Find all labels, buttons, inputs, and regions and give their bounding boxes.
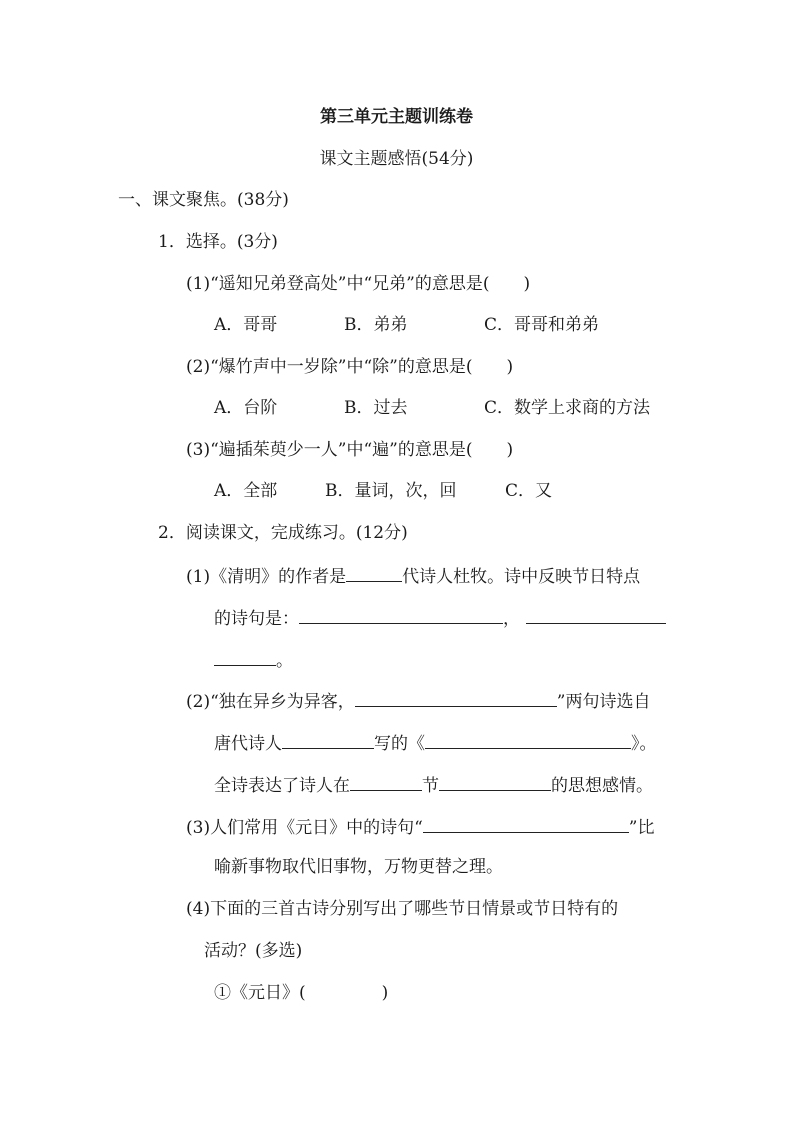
- section-heading: 一、课文聚焦。(38分): [118, 190, 289, 210]
- question-1-2-option-a[interactable]: A．台阶: [214, 398, 278, 418]
- question-2-2-text-e: 》。: [631, 734, 657, 754]
- answer-blank-poem-line-2-cont[interactable]: [214, 648, 276, 666]
- question-2-1-text-c: 的诗句是：: [214, 609, 299, 629]
- answer-blank-next-line[interactable]: [355, 689, 557, 707]
- answer-blank-poem-line-1[interactable]: [299, 606, 503, 624]
- question-2-4-line-2: 活动？(多选): [204, 941, 303, 961]
- answer-blank-poem-title[interactable]: [425, 731, 631, 749]
- question-1-1-stem: (1)“遥知兄弟登高处”中“兄弟”的意思是( ): [186, 274, 531, 294]
- question-2-1-text-a: (1)《清明》的作者是: [186, 567, 347, 587]
- question-1-1-option-b[interactable]: B．弟弟: [344, 315, 408, 335]
- question-2-2-line-1: [186, 689, 650, 713]
- question-2-3-line-1: [186, 815, 654, 839]
- question-2-1-line-1: [186, 564, 640, 588]
- question-1-3-option-b[interactable]: B．量词，次，回: [325, 481, 457, 501]
- page-subtitle: 课文主题感悟(54分): [319, 149, 474, 169]
- question-1-3-option-a[interactable]: A．全部: [214, 481, 278, 501]
- question-2-4-line-1: (4)下面的三首古诗分别写出了哪些节日情景或节日特有的: [186, 899, 619, 919]
- question-2-heading: 2．阅读课文，完成练习。(12分): [158, 523, 408, 543]
- answer-blank-dynasty[interactable]: [346, 564, 402, 582]
- question-2-1-text-e: 。: [276, 651, 293, 671]
- question-2-2-line-3: [214, 773, 653, 797]
- question-2-2-text-d: 写的《: [374, 734, 425, 754]
- question-1-1-option-c[interactable]: C．哥哥和弟弟: [484, 315, 600, 335]
- question-2-2-text-h: 的思想感情。: [551, 776, 653, 796]
- question-2-4-item-1-close: ): [381, 983, 389, 1003]
- question-1-heading: 1．选择。(3分): [158, 232, 278, 252]
- question-2-1-text-d: ，: [503, 609, 520, 629]
- question-2-1-text-b: 代诗人杜牧。诗中反映节日特点: [402, 567, 641, 587]
- page-title: 第三单元主题训练卷: [320, 107, 473, 127]
- question-1-2-option-b[interactable]: B．过去: [344, 398, 408, 418]
- question-2-2-text-f: 全诗表达了诗人在: [214, 776, 350, 796]
- question-2-2-text-a: (2)“独在异乡为异客，: [186, 692, 355, 712]
- answer-blank-yuanri-line[interactable]: [423, 815, 629, 833]
- question-2-2-text-b: ”两句诗选自: [556, 692, 651, 712]
- question-1-2-option-c[interactable]: C．数学上求商的方法: [484, 398, 651, 418]
- answer-blank-poem-line-2[interactable]: [526, 606, 666, 624]
- question-2-2-line-2: [214, 731, 657, 755]
- answer-blank-festival[interactable]: [350, 773, 422, 791]
- question-2-1-line-2: [214, 606, 666, 630]
- answer-blank-poet[interactable]: [282, 731, 374, 749]
- question-1-1-option-a[interactable]: A．哥哥: [214, 315, 278, 335]
- question-2-2-text-g: 节: [422, 776, 439, 796]
- question-1-3-option-c[interactable]: C．又: [505, 481, 553, 501]
- question-2-4-item-1-label: ①《元日》(: [214, 983, 306, 1003]
- question-2-2-text-c: 唐代诗人: [214, 734, 282, 754]
- answer-blank-feeling[interactable]: [439, 773, 551, 791]
- question-2-3-text-a: (3)人们常用《元日》中的诗句“: [186, 818, 423, 838]
- question-2-4-item-1: [214, 982, 388, 1004]
- question-1-3-stem: (3)“遍插茱萸少一人”中“遍”的意思是( ): [186, 440, 514, 460]
- question-2-3-text-b: ”比: [628, 818, 655, 838]
- question-2-1-line-3: [214, 648, 293, 672]
- question-1-2-stem: (2)“爆竹声中一岁除”中“除”的意思是( ): [186, 357, 514, 377]
- question-2-3-line-2: 喻新事物取代旧事物，万物更替之理。: [214, 857, 503, 877]
